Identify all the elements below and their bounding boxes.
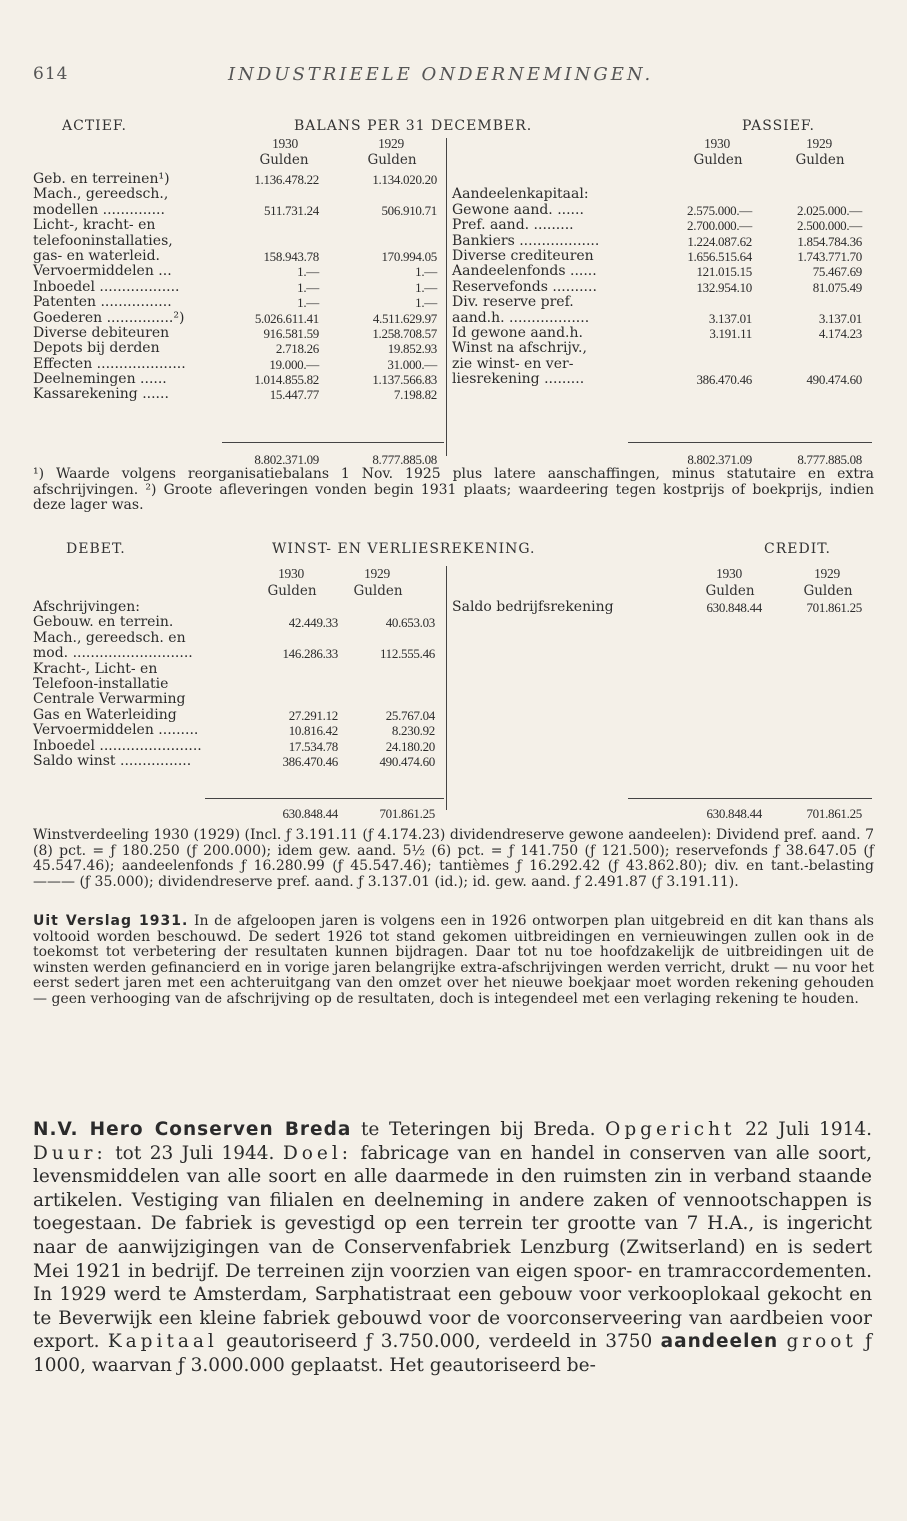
year-1929: 1929 — [806, 136, 832, 151]
table-row — [33, 218, 443, 233]
row-label: mod. ........................... — [33, 645, 193, 662]
table-row — [33, 631, 443, 646]
row-label: Mach., gereedsch., — [33, 186, 169, 203]
table-row — [33, 234, 443, 249]
table-row — [33, 739, 443, 754]
row-value-1930: 2.575.000.— — [687, 202, 752, 218]
winstverdeeling-text: Winstverdeeling 1930 (1929) (Incl. ƒ 3.191.11 (ƒ 4.174.23) dividendreserve gewone aandeelen): Dividend pref. aand. 7 (8) pct. = ƒ 180.250 (ƒ 200.000); idem gew. aand. 5½ (6) pct. = ƒ 141.750 (ƒ 121.500); reservefonds ƒ 38.647.05 (ƒ 45.547.46); aandeelenfonds ƒ 16.280.99 (ƒ 45.547.46); tantièmes ƒ 16.292.42 (ƒ 43.862.80); div. en tant.-belasting ——— (ƒ 35.000); dividendreserve pref. aand. ƒ 3.137.01 (id.); id. gew. aand. ƒ 2.491.87 (ƒ 3.191.11). — [33, 827, 874, 890]
row-value-1930: 27.291.12 — [288, 707, 338, 723]
row-value-1929: 1.258.708.57 — [372, 325, 437, 341]
row-value-1929: 1.— — [415, 264, 437, 280]
table-row — [452, 249, 872, 264]
row-label: Inboedel ....................... — [33, 737, 202, 754]
company-text: te Teteringen bij Breda. — [351, 1119, 606, 1140]
table-row — [33, 203, 443, 218]
table-row — [33, 249, 443, 264]
company-text: ƒ 1000, waarvan ƒ 3.000.000 geplaatst. Het geautoriseerd be- — [33, 1331, 873, 1376]
unit-gulden: Gulden — [705, 583, 755, 599]
verslag-body: In de afgeloopen jaren is volgens een in 1926 ontworpen plan uitgebreid en dit kan thans als voltooid worden beschouwd. De sedert 1926 tot stand gekomen uitbreidingen en vernieuwingen zullen ook in de toekomst tot verbetering der resultaten kunnen bijdragen. Daar tot nu toe hoofdzakelijk de uitbreidingen uit de winsten werden gefinancierd en in vorige jaren belangrijke extra-afschrijvingen werden verricht, drukt — nu voor het eerst sedert jaren met een achteruitgang van den omzet over het nieuwe boekjaar moet worden rekening gehouden — geen verhooging van de afschrijving op de resultaten, doch is integendeel met een verlaging rekening te houden. — [33, 913, 874, 1007]
total-rule — [628, 442, 872, 443]
unit-gulden: Gulden — [367, 152, 417, 168]
table-row — [452, 203, 872, 218]
column-divider — [446, 138, 447, 456]
column-divider — [446, 566, 447, 810]
unit-gulden: Gulden — [259, 152, 309, 168]
keyword-kapitaal: Kapitaal — [107, 1331, 218, 1353]
table-row — [33, 662, 443, 677]
table-row — [33, 326, 443, 341]
row-label: Diverse debiteuren — [33, 324, 170, 341]
debet-total — [33, 806, 443, 821]
table-row — [33, 311, 443, 326]
credit-table — [452, 600, 872, 615]
balance-title: BALANS PER 31 DECEMBER. — [294, 118, 533, 134]
row-value-1930: 132.954.10 — [696, 279, 752, 295]
row-value-1929: 7.198.82 — [393, 387, 437, 403]
table-row — [452, 357, 872, 372]
total-rule — [205, 798, 444, 799]
row-value-1929: 1.— — [415, 279, 437, 295]
row-label: Depots bij derden — [33, 340, 160, 357]
row-value-1930: 511.731.24 — [263, 202, 319, 218]
table-row — [452, 311, 872, 326]
row-label: Winst na afschrijv., — [452, 340, 587, 357]
credit-1930: 630.848.44 — [706, 600, 762, 615]
table-row — [33, 387, 443, 402]
credit-1929: 701.861.25 — [806, 600, 862, 615]
table-row — [33, 372, 443, 387]
debet-table — [33, 600, 443, 769]
row-value-1929: 490.474.60 — [379, 753, 435, 769]
row-label: Saldo winst ................ — [33, 752, 192, 769]
row-label: Deelnemingen ...... — [33, 371, 167, 388]
verslag-heading: Uit Verslag 1931. — [33, 913, 189, 929]
row-value-1929: 75.467.69 — [812, 264, 862, 280]
total-1929: 8.777.885.08 — [797, 452, 862, 467]
year-1930: 1930 — [272, 136, 298, 151]
debet-label: DEBET. — [66, 541, 126, 557]
row-value-1929: 2.500.000.— — [797, 218, 862, 234]
total-1930: 630.848.44 — [282, 806, 338, 821]
row-label: Pref. aand. ......... — [452, 217, 574, 234]
row-value-1929: 2.025.000.— — [797, 202, 862, 218]
row-value-1929: 31.000.— — [387, 356, 437, 372]
row-label: Diverse crediteuren — [452, 247, 594, 264]
table-row — [33, 357, 443, 372]
row-value-1929: 1.— — [415, 295, 437, 311]
row-value-1929: 8.230.92 — [391, 723, 435, 739]
row-value-1930: 158.943.78 — [263, 248, 319, 264]
row-value-1929: 506.910.71 — [381, 202, 437, 218]
row-label: liesrekening ......... — [452, 371, 585, 388]
row-value-1930: 42.449.33 — [288, 615, 338, 631]
row-value-1929: 490.474.60 — [806, 372, 862, 388]
row-label: Aandeelenkapitaal: — [452, 186, 589, 203]
row-label: Bankiers .................. — [452, 232, 600, 249]
row-label: Mach., gereedsch. en — [33, 629, 186, 646]
row-label: Afschrijvingen: — [33, 599, 140, 615]
table-row — [452, 172, 872, 187]
credit-row — [452, 600, 872, 615]
table-row — [452, 280, 872, 295]
unit-gulden: Gulden — [267, 583, 317, 599]
row-value-1929: 81.075.49 — [812, 279, 862, 295]
keyword-opgericht: Opgericht — [605, 1119, 736, 1140]
row-label: telefooninstallaties, — [33, 232, 173, 249]
running-title: INDUSTRIEELE ONDERNEMINGEN. — [228, 64, 654, 85]
row-label: Gebouw. en terrein. — [33, 614, 174, 631]
year-1930: 1930 — [716, 566, 742, 581]
total-1929: 701.861.25 — [379, 806, 435, 821]
company-paragraph — [33, 1118, 872, 1378]
row-value-1929: 112.555.46 — [379, 646, 435, 662]
row-value-1930: 10.816.42 — [288, 723, 338, 739]
unit-gulden: Gulden — [353, 583, 403, 599]
row-value-1929: 1.743.771.70 — [797, 248, 862, 264]
row-label: Kracht-, Licht- en — [33, 660, 158, 677]
row-label: Telefoon-installatie — [33, 675, 169, 692]
actief-table — [33, 172, 443, 403]
row-label: Reservefonds .......... — [452, 278, 597, 295]
table-row — [452, 372, 872, 387]
pl-title: WINST- EN VERLIESREKENING. — [272, 541, 536, 557]
row-value-1930: 1.014.855.82 — [254, 372, 319, 388]
company-name: N.V. Hero Conserven Breda — [33, 1119, 352, 1140]
year-1930: 1930 — [704, 136, 730, 151]
passief-table — [452, 172, 872, 387]
table-row — [33, 677, 443, 692]
row-label: Effecten .................... — [33, 355, 186, 372]
passief-label: PASSIEF. — [742, 118, 815, 134]
row-value-1929: 1.137.566.83 — [372, 372, 437, 388]
row-value-1929: 1.134.020.20 — [372, 172, 437, 187]
keyword-aandeelen: aandeelen — [660, 1331, 779, 1353]
row-label: modellen .............. — [33, 201, 165, 218]
row-value-1930: 1.224.087.62 — [687, 233, 752, 249]
row-value-1929: 4.511.629.97 — [372, 310, 437, 326]
row-value-1929: 170.994.05 — [381, 248, 437, 264]
row-label: Kassarekening ...... — [33, 386, 169, 403]
page-number: 614 — [33, 64, 69, 84]
company-text: 22 Juli 1914. — [735, 1119, 873, 1140]
actief-label: ACTIEF. — [62, 118, 127, 134]
unit-gulden: Gulden — [803, 583, 853, 599]
table-row — [33, 187, 443, 202]
balance-footnote: ¹) Waarde volgens reorganisatiebalans 1 Nov. 1925 plus latere aanschaffingen, minus statutaire en extra afschrijvingen. ²) Groote afleveringen vonden begin 1931 plaats; waardeering tegen kostprijs of boekprijs, indien deze lager was. — [33, 466, 874, 514]
table-row — [33, 341, 443, 356]
keyword-doel: Doel: — [282, 1142, 353, 1164]
table-row — [452, 264, 872, 279]
row-label: aand.h. .................. — [452, 309, 590, 326]
row-value-1929: 24.180.20 — [385, 738, 435, 754]
row-value-1929: 4.174.23 — [818, 325, 862, 341]
table-row — [33, 615, 443, 630]
row-value-1930: 3.137.01 — [708, 310, 752, 326]
row-value-1930: 2.718.26 — [275, 341, 319, 357]
row-label: gas- en waterleid. — [33, 247, 161, 264]
row-value-1930: 1.136.478.22 — [254, 172, 319, 187]
total-1930: 8.802.371.09 — [687, 452, 752, 467]
row-value-1930: 17.534.78 — [288, 738, 338, 754]
table-row — [452, 326, 872, 341]
row-value-1929: 25.767.04 — [385, 707, 435, 723]
row-value-1929: 1.854.784.36 — [797, 233, 862, 249]
row-value-1930: 146.286.33 — [282, 646, 338, 662]
table-row — [33, 600, 443, 615]
table-row — [452, 295, 872, 310]
table-row — [452, 218, 872, 233]
row-label: Gewone aand. ...... — [452, 201, 584, 218]
total-1929: 701.861.25 — [806, 806, 862, 821]
row-value-1929: 40.653.03 — [385, 615, 435, 631]
credit-total — [452, 806, 872, 821]
verslag-paragraph — [33, 914, 874, 1007]
table-row — [33, 723, 443, 738]
row-value-1930: 3.191.11 — [709, 325, 752, 341]
row-label: Centrale Verwarming — [33, 691, 186, 708]
total-rule — [628, 798, 872, 799]
total-1930: 630.848.44 — [706, 806, 762, 821]
row-value-1930: 916.581.59 — [263, 325, 319, 341]
year-1929: 1929 — [814, 566, 840, 581]
row-value-1930: 1.— — [297, 295, 319, 311]
row-value-1930: 386.470.46 — [282, 753, 338, 769]
row-label: zie winst- en ver- — [452, 355, 574, 372]
table-row — [33, 172, 443, 187]
row-label: Patenten ................ — [33, 294, 172, 311]
table-row — [33, 692, 443, 707]
row-value-1930: 1.— — [297, 279, 319, 295]
table-row — [33, 754, 443, 769]
keyword-groot: groot — [786, 1331, 857, 1353]
row-label: Id gewone aand.h. — [452, 324, 583, 341]
credit-label: CREDIT. — [764, 541, 831, 557]
credit-label-text: Saldo bedrijfsrekening — [452, 599, 614, 615]
table-row — [33, 708, 443, 723]
page-header — [33, 64, 874, 88]
row-label: Gas en Waterleiding — [33, 706, 177, 723]
row-label: Vervoermiddelen ......... — [33, 722, 199, 739]
table-row — [33, 280, 443, 295]
row-value-1930: 19.000.— — [269, 356, 319, 372]
total-rule — [222, 442, 444, 443]
row-value-1929: 3.137.01 — [818, 310, 862, 326]
table-row — [452, 187, 872, 202]
table-row — [452, 234, 872, 249]
total-1929: 8.777.885.08 — [372, 452, 437, 467]
row-label: Aandeelenfonds ...... — [452, 263, 597, 280]
row-label: Div. reserve pref. — [452, 294, 574, 311]
row-label: Licht-, kracht- en — [33, 217, 156, 234]
year-1930: 1930 — [278, 566, 304, 581]
table-row — [452, 341, 872, 356]
company-text: geautoriseerd ƒ 3.750.000, verdeeld in 3750 — [217, 1331, 661, 1353]
row-value-1930: 1.656.515.64 — [687, 248, 752, 264]
row-value-1930: 2.700.000.— — [687, 218, 752, 234]
row-label: Vervoermiddelen ... — [33, 263, 172, 280]
row-value-1930: 386.470.46 — [696, 372, 752, 388]
row-value-1930: 1.— — [297, 264, 319, 280]
row-value-1930: 5.026.611.41 — [254, 310, 319, 326]
total-1930: 8.802.371.09 — [254, 452, 319, 467]
row-label: Geb. en terreinen¹) — [33, 171, 170, 187]
row-label: Goederen ...............²) — [33, 309, 185, 326]
company-text: fabricage van en handel in conserven van alle soort, levensmiddelen van alle soort en alle daarmede in den ruimsten zin in verband staande artikelen. Vestiging van filialen en deelneming in andere zaken of vennootschappen is toegestaan. De fabriek is gevestigd op een terrein ter grootte van 7 H.A., is ingericht naar de aanwijzigingen van de Conservenfabriek Lenzburg (Zwitserland) en is sedert Mei 1921 in bedrijf. De terreinen zijn voorzien van eigen spoor- en tramraccordementen. In 1929 werd te Amsterdam, Sarphatistraat een gebouw voor verkooplokaal gekocht en te Beverwijk een kleine fabriek gebouwd voor de voorconserveering van aardbeien voor export. — [33, 1142, 872, 1353]
keyword-duur: Duur: — [33, 1142, 107, 1164]
table-row — [33, 264, 443, 279]
unit-gulden: Gulden — [795, 152, 845, 168]
row-label: Inboedel .................. — [33, 278, 180, 295]
row-value-1929: 19.852.93 — [387, 341, 437, 357]
row-value-1930: 15.447.77 — [269, 387, 319, 403]
unit-gulden: Gulden — [693, 152, 743, 168]
year-1929: 1929 — [364, 566, 390, 581]
table-row — [33, 646, 443, 661]
company-text: tot 23 Juli 1944. — [106, 1142, 283, 1164]
year-1929: 1929 — [378, 136, 404, 151]
row-value-1930: 121.015.15 — [696, 264, 752, 280]
table-row — [33, 295, 443, 310]
